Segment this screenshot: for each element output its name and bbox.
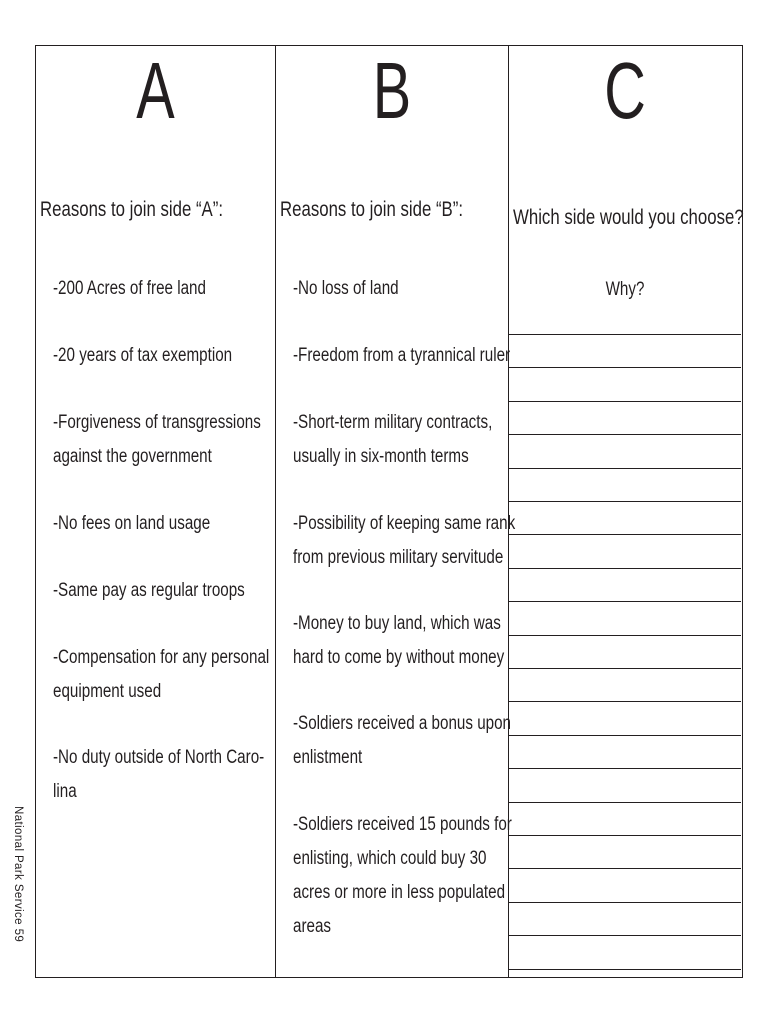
list-item: -Forgiveness of transgressions against the government bbox=[53, 412, 261, 467]
answer-line bbox=[509, 334, 741, 335]
list-item: -Compensation for any personal equipment used bbox=[53, 647, 270, 702]
column-a-heading: Reasons to join side “A”: bbox=[40, 198, 224, 221]
answer-line bbox=[509, 935, 741, 936]
list-item: -20 years of tax exemption bbox=[53, 345, 233, 366]
answer-line bbox=[509, 534, 741, 535]
answer-line bbox=[509, 601, 741, 602]
answer-line bbox=[509, 501, 741, 502]
answer-line bbox=[509, 868, 741, 869]
column-b-letter: B bbox=[372, 46, 412, 135]
list-item: -Short-term military contracts, usually in six-month terms bbox=[293, 412, 493, 467]
list-item: -Same pay as regular troops bbox=[53, 580, 245, 601]
answer-line bbox=[509, 401, 741, 402]
answer-line bbox=[509, 434, 741, 435]
list-item: -Freedom from a tyrannical ruler bbox=[293, 345, 511, 366]
answer-line bbox=[509, 367, 741, 368]
list-item: -No duty outside of North Caro- lina bbox=[53, 747, 265, 802]
answer-line bbox=[509, 668, 741, 669]
column-c-letter: C bbox=[604, 46, 646, 135]
column-b bbox=[276, 46, 516, 977]
why-prompt: Why? bbox=[605, 279, 645, 300]
answer-line bbox=[509, 835, 741, 836]
column-c-heading: Which side would you choose? bbox=[513, 206, 744, 229]
answer-line bbox=[509, 701, 741, 702]
answer-line bbox=[509, 902, 741, 903]
worksheet-table bbox=[35, 45, 743, 978]
column-b-heading: Reasons to join side “B”: bbox=[280, 198, 464, 221]
column-a-letter: A bbox=[136, 46, 175, 135]
answer-line bbox=[509, 468, 741, 469]
column-a bbox=[36, 46, 275, 977]
answer-line bbox=[509, 768, 741, 769]
page-footer: National Park Service 59 bbox=[12, 806, 24, 943]
answer-line bbox=[509, 735, 741, 736]
answer-line bbox=[509, 568, 741, 569]
list-item: -No loss of land bbox=[293, 278, 399, 299]
list-item: -No fees on land usage bbox=[53, 513, 211, 534]
list-item: -Soldiers received 15 pounds for enlisting, which could buy 30 acres or more in less populated areas bbox=[293, 814, 512, 937]
answer-line bbox=[509, 802, 741, 803]
column-c bbox=[509, 46, 744, 977]
list-item: -200 Acres of free land bbox=[53, 278, 206, 299]
answer-line bbox=[509, 635, 741, 636]
list-item: -Possibility of keeping same rank from previous military servitude bbox=[293, 513, 516, 568]
answer-line bbox=[509, 969, 741, 970]
list-item: -Money to buy land, which was hard to come by without money bbox=[293, 613, 505, 668]
list-item: -Soldiers received a bonus upon enlistment bbox=[293, 713, 512, 768]
